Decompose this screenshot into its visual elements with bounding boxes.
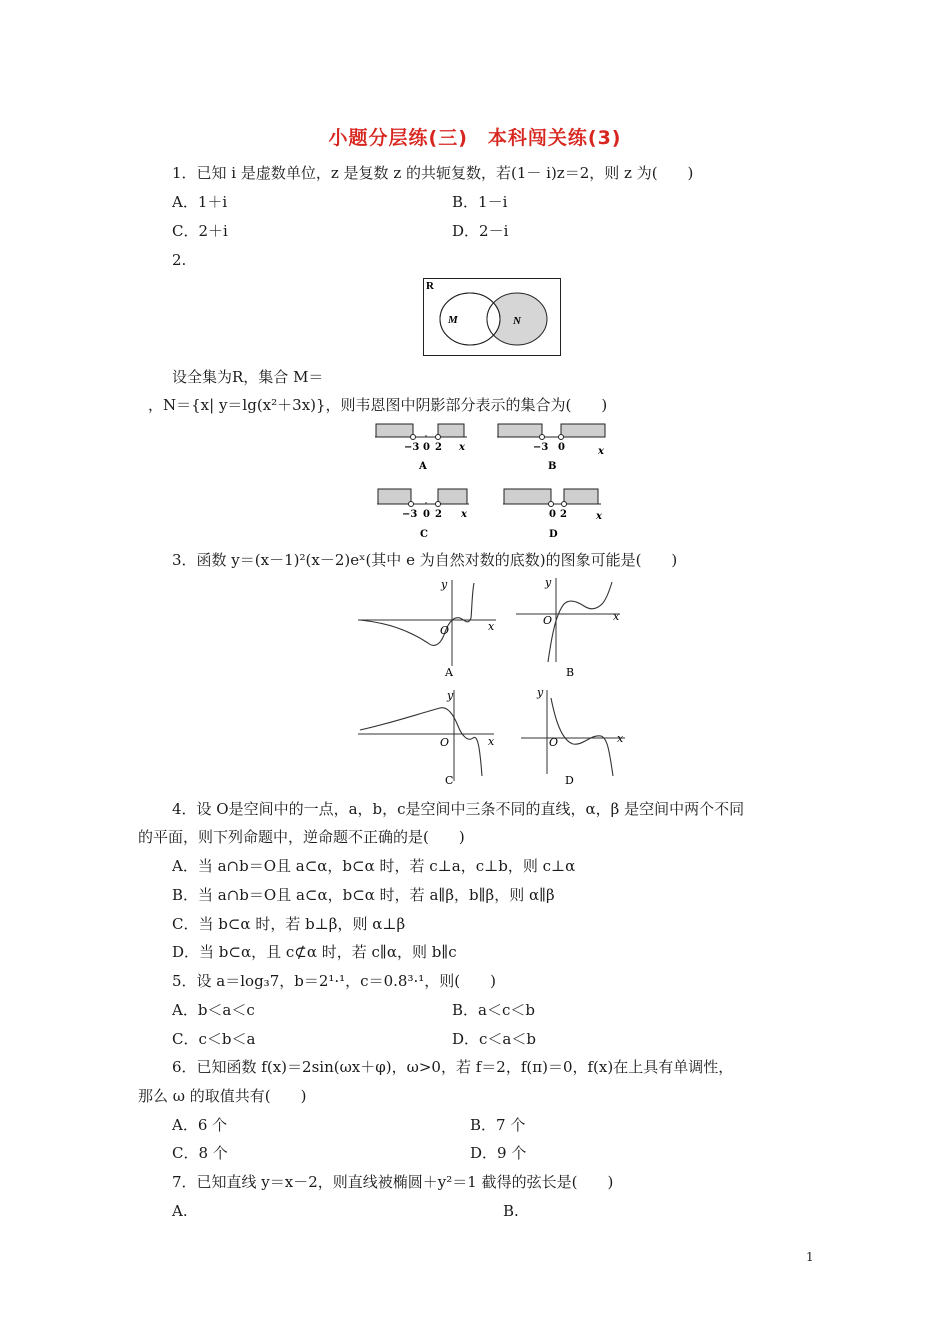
- svg-text:O: O: [549, 736, 559, 749]
- q1-option-c: C．2＋i: [172, 222, 228, 240]
- svg-text:y: y: [447, 689, 454, 702]
- numberline-option-b: [497, 422, 609, 474]
- q4-stem-line1: 4．设 O是空间中的一点，a，b，c是空间中三条不同的直线，α，β 是空间中两个不同: [172, 800, 745, 818]
- tick-label: −3: [404, 442, 420, 453]
- svg-text:0: 0: [549, 509, 556, 520]
- q5-option-d: D．c＜a＜b: [452, 1030, 536, 1048]
- q1-stem: 1．已知 i 是虚数单位，z 是复数 z 的共轭复数，若(1－ i)z＝2，则 z 为( ): [172, 164, 694, 182]
- svg-text:x: x: [488, 735, 495, 748]
- numberline-option-c: [377, 487, 477, 541]
- q5-option-c: C．c＜b＜a: [172, 1030, 256, 1048]
- svg-text:D: D: [549, 529, 558, 540]
- venn-n-label: N: [513, 315, 521, 327]
- svg-text:0: 0: [423, 509, 430, 520]
- svg-text:B: B: [548, 461, 557, 472]
- svg-text:O: O: [440, 624, 450, 637]
- q2-stem-line1: 设全集为R，集合 M＝: [172, 368, 324, 386]
- svg-text:y: y: [545, 576, 552, 589]
- q7-option-b: B.: [503, 1202, 519, 1220]
- q6-option-c: C．8 个: [172, 1144, 228, 1162]
- numberline-option-d: [503, 487, 607, 541]
- q2-stem-line2: ，N＝{x| y＝lg(x²＋3x)}，则韦恩图中阴影部分表示的集合为( ): [148, 396, 608, 414]
- svg-text:O: O: [440, 736, 450, 749]
- svg-text:−3: −3: [402, 509, 418, 520]
- svg-text:x: x: [613, 610, 620, 623]
- q5-option-b: B．a＜c＜b: [452, 1001, 535, 1019]
- q4-option-a: A．当 a∩b＝O且 a⊂α，b⊂α 时，若 c⊥a，c⊥b，则 c⊥α: [172, 857, 576, 875]
- q6-option-a: A．6 个: [172, 1116, 228, 1134]
- svg-text:y: y: [537, 686, 544, 699]
- svg-text:x: x: [596, 511, 602, 522]
- svg-text:−3: −3: [533, 442, 549, 453]
- tick-label: 2: [435, 442, 442, 453]
- option-label: A: [419, 461, 427, 472]
- q1-option-a: A．1＋i: [172, 193, 228, 211]
- venn-diagram: [423, 278, 561, 356]
- q6-option-b: B．7 个: [470, 1116, 526, 1134]
- svg-text:x: x: [488, 620, 495, 633]
- svg-text:C: C: [420, 529, 428, 540]
- q5-stem: 5．设 a＝log₃7，b＝2¹·¹，c＝0.8³·¹，则( ): [172, 972, 496, 990]
- svg-text:A: A: [445, 666, 453, 679]
- q2-number: 2.: [172, 251, 187, 269]
- graph-option-b: [516, 574, 628, 680]
- graph-option-d: [521, 684, 633, 790]
- svg-text:O: O: [543, 614, 553, 627]
- tick-label: 0: [423, 442, 430, 453]
- page-number: 1: [806, 1250, 814, 1264]
- svg-text:B: B: [566, 666, 575, 679]
- svg-text:x: x: [598, 446, 604, 457]
- svg-text:2: 2: [435, 509, 442, 520]
- q6-stem-line2: 那么 ω 的取值共有( ): [138, 1087, 307, 1105]
- page-title: 小题分层练(三) 本科闯关练(3): [328, 127, 622, 149]
- svg-text:x: x: [461, 509, 467, 520]
- svg-text:0: 0: [558, 442, 565, 453]
- q7-stem: 7．已知直线 y＝x－2，则直线被椭圆＋y²＝1 截得的弦长是( ): [172, 1173, 614, 1191]
- graph-option-c: [358, 686, 498, 790]
- q4-option-d: D．当 b⊂α，且 c⊄α 时，若 c∥α，则 b∥c: [172, 943, 457, 961]
- svg-text:x: x: [617, 732, 624, 745]
- graph-option-a: [358, 578, 498, 680]
- q4-stem-line2: 的平面，则下列命题中，逆命题不正确的是( ): [138, 828, 465, 846]
- venn-m-label: M: [448, 314, 458, 326]
- axis-label: x: [459, 442, 465, 453]
- q4-option-b: B．当 a∩b＝O且 a⊂α，b⊂α 时，若 a∥β，b∥β，则 α∥β: [172, 886, 555, 904]
- q4-option-c: C．当 b⊂α 时，若 b⊥β，则 α⊥β: [172, 915, 406, 933]
- q1-option-b: B．1－i: [452, 193, 508, 211]
- svg-text:y: y: [441, 578, 448, 591]
- q7-option-a: A.: [172, 1202, 188, 1220]
- q5-option-a: A．b＜a＜c: [172, 1001, 255, 1019]
- svg-text:C: C: [445, 774, 454, 787]
- q3-stem: 3．函数 y＝(x－1)²(x－2)eˣ(其中 e 为自然对数的底数)的图象可能是( ): [172, 551, 678, 569]
- q6-option-d: D．9 个: [470, 1144, 527, 1162]
- svg-text:2: 2: [560, 509, 567, 520]
- numberline-option-a: [375, 422, 475, 474]
- q1-option-d: D．2－i: [452, 222, 509, 240]
- venn-universe-label: R: [426, 280, 434, 292]
- q6-stem-line1: 6．已知函数 f(x)＝2sin(ωx＋φ)，ω>0，若 f＝2，f(π)＝0，f(x)在上具有单调性，: [172, 1058, 734, 1076]
- svg-text:D: D: [565, 774, 574, 787]
